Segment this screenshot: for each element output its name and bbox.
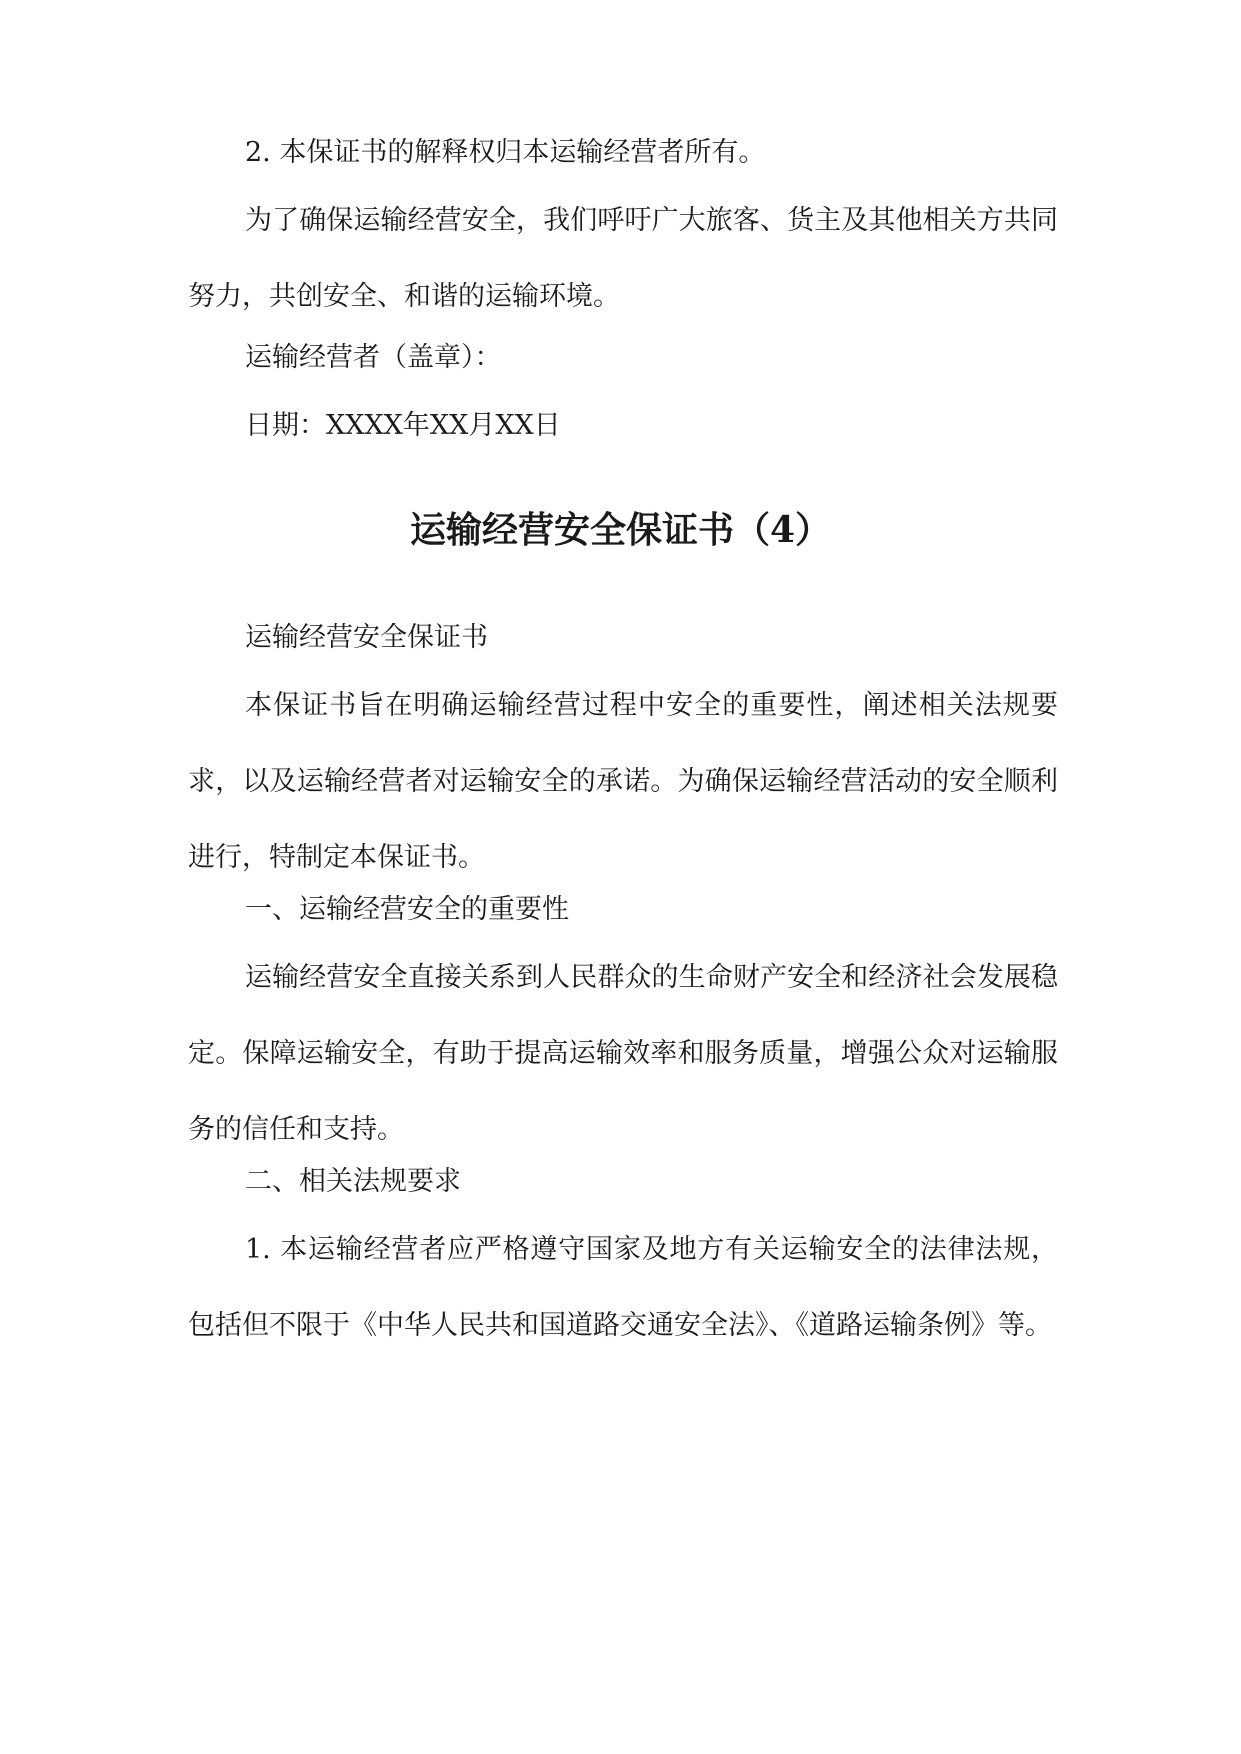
paragraph-interpretation-right: 2. 本保证书的解释权归本运输经营者所有。: [245, 137, 766, 168]
paragraph-regulation-1: 1. 本运输经营者应严格遵守国家及地方有关运输安全的法律法规，包括但不限于《中华人民共和国道路交通安全法》、《道路运输条例》等。: [188, 1234, 1058, 1341]
heading-importance: 一、运输经营安全的重要性: [245, 894, 569, 925]
paragraph-safety-appeal: 为了确保运输经营安全，我们呼吁广大旅客、货主及其他相关方共同努力，共创安全、和谐的运输环境。: [188, 205, 1058, 312]
section-title: 运输经营安全保证书（4）: [409, 509, 832, 551]
paragraph-subtitle: 运输经营安全保证书: [245, 622, 488, 653]
paragraph-operator-seal: 运输经营者（盖章）：: [245, 342, 502, 373]
paragraph-purpose: 本保证书旨在明确运输经营过程中安全的重要性，阐述相关法规要求，以及运输经营者对运输安全的承诺。为确保运输经营活动的安全顺利进行，特制定本保证书。: [188, 690, 1058, 873]
paragraph-importance: 运输经营安全直接关系到人民群众的生命财产安全和经济社会发展稳定。保障运输安全，有助于提高运输效率和服务质量，增强公众对运输服务的信任和支持。: [188, 962, 1058, 1145]
paragraph-date: 日期：XXXX年XX月XX日: [245, 410, 561, 441]
heading-regulations: 二、相关法规要求: [245, 1166, 461, 1197]
